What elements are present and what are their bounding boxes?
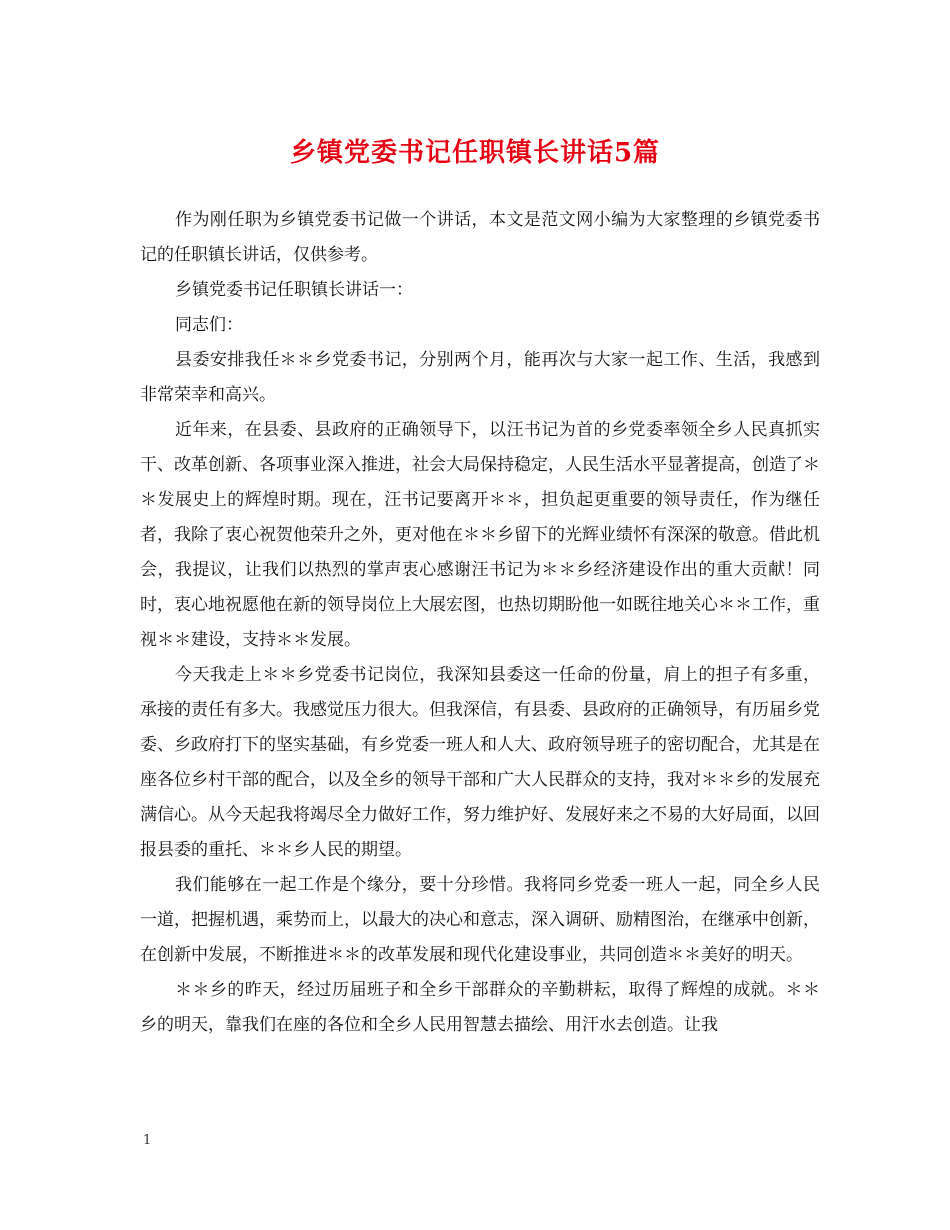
paragraph-recent-years: 近年来，在县委、县政府的正确领导下，以汪书记为首的乡党委率领全乡人民真抓实干、改革创新、各项事业深入推进，社会大局保持稳定，人民生活水平显著提高，创造了＊＊发展史上的辉煌时期。现在，汪书记要离开＊＊，担负起更重要的领导责任，作为继任者，我除了衷心祝贺他荣升之外，更对他在＊＊乡留下的光辉业绩怀有深深的敬意。借此机会，我提议，让我们以热烈的掌声衷心感谢汪书记为＊＊乡经济建设作出的重大贡献！同时，衷心地祝愿他在新的领导岗位上大展宏图，也热切期盼他一如既往地关心＊＊工作，重视＊＊建设，支持＊＊发展。 bbox=[140, 420, 820, 650]
paragraph-appointment: 县委安排我任＊＊乡党委书记，分别两个月，能再次与大家一起工作、生活，我感到非常荣幸和高兴。 bbox=[140, 350, 820, 405]
paragraph-salutation: 同志们： bbox=[175, 315, 243, 335]
paragraph-working-together: 我们能够在一起工作是个缘分，要十分珍惜。我将同乡党委一班人一起，同全乡人民一道，把握机遇，乘势而上，以最大的决心和意志，深入调研、励精图治，在继承中创新，在创新中发展，不断推进＊＊的改革发展和现代化建设事业，共同创造＊＊美好的明天。 bbox=[140, 875, 820, 965]
paragraph-new-post: 今天我走上＊＊乡党委书记岗位，我深知县委这一任命的份量，肩上的担子有多重，承接的责任有多大。我感觉压力很大。但我深信，有县委、县政府的正确领导，有历届乡党委、乡政府打下的坚实基础，有乡党委一班人和人大、政府领导班子的密切配合，尤其是在座各位乡村干部的配合，以及全乡的领导干部和广大人民群众的支持，我对＊＊乡的发展充满信心。从今天起我将竭尽全力做好工作，努力维护好、发展好来之不易的大好局面，以回报县委的重托、＊＊乡人民的期望。 bbox=[140, 665, 820, 860]
paragraph-section-heading: 乡镇党委书记任职镇长讲话一： bbox=[175, 280, 413, 300]
document-title: 乡镇党委书记任职镇长讲话5篇 bbox=[289, 138, 661, 168]
paragraph-yesterday-tomorrow: ＊＊乡的昨天，经过历届班子和全乡干部群众的辛勤耕耘，取得了辉煌的成就。＊＊乡的明天，靠我们在座的各位和全乡人民用智慧去描绘、用汗水去创造。让我 bbox=[140, 980, 820, 1035]
document-body bbox=[140, 203, 820, 1043]
paragraph-intro: 作为刚任职为乡镇党委书记做一个讲话，本文是范文网小编为大家整理的乡镇党委书记的任职镇长讲话，仅供参考。 bbox=[140, 210, 820, 265]
page-number: 1 bbox=[143, 1133, 152, 1148]
